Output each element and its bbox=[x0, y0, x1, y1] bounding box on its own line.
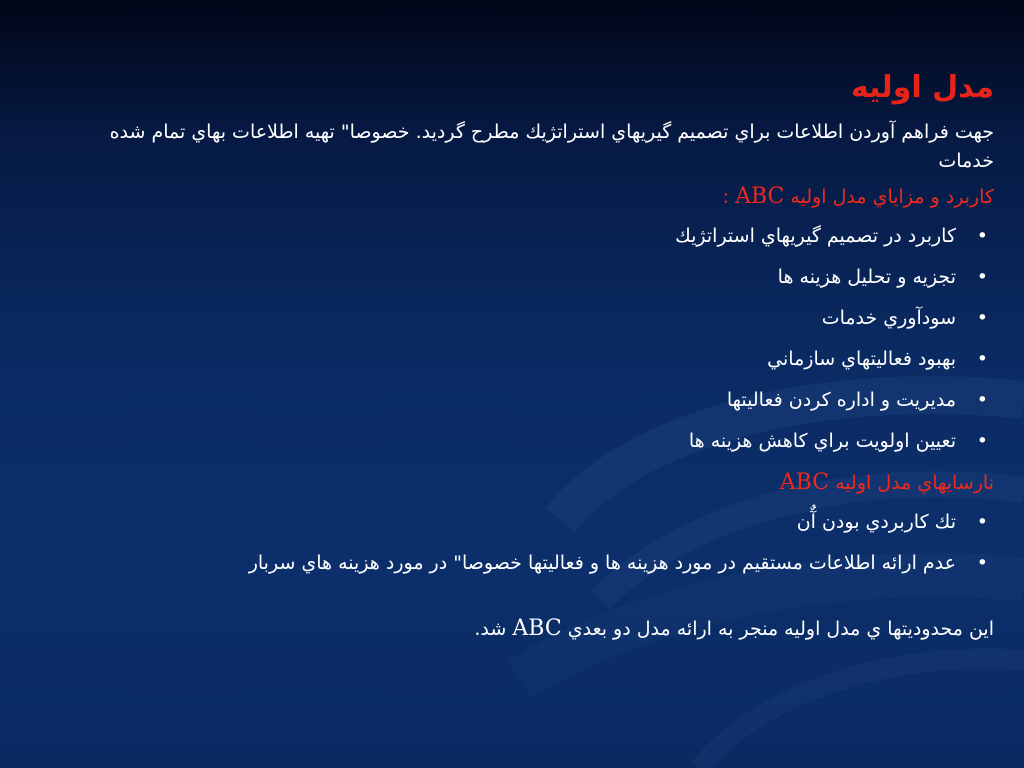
list-item-text: تعيين اولويت براي كاهش هزينه ها bbox=[688, 430, 956, 452]
uses-heading-colon: : bbox=[722, 186, 736, 208]
limits-heading bbox=[20, 468, 994, 498]
uses-heading-text: كاربرد و مزاياي مدل اوليه bbox=[790, 186, 994, 208]
closing-paragraph bbox=[20, 614, 994, 644]
list-item-text: مديريت و اداره كردن فعاليتها bbox=[726, 389, 956, 411]
list-item bbox=[20, 257, 994, 298]
list-item bbox=[20, 298, 994, 339]
limits-list bbox=[20, 502, 994, 584]
intro-paragraph: جهت فراهم آوردن اطلاعات براي تصميم گيريهاي استراتژيك مطرح گرديد. خصوصا" تهيه اطلاعات بهاي تمام شده خدمات bbox=[109, 121, 994, 172]
list-item-text: عدم ارائه اطلاعات مستقيم در مورد هزينه ها و فعاليتها خصوصا" در مورد هزينه هاي سربار bbox=[248, 552, 956, 574]
slide-content bbox=[20, 68, 994, 644]
list-item bbox=[20, 421, 994, 462]
bullet-icon: • bbox=[976, 225, 988, 247]
list-item-text: كاربرد در تصميم گيريهاي استراتژيك bbox=[675, 225, 956, 247]
uses-heading bbox=[20, 182, 994, 212]
list-item bbox=[20, 380, 994, 421]
list-item bbox=[20, 543, 994, 584]
list-item bbox=[20, 502, 994, 543]
bullet-icon: • bbox=[976, 266, 988, 288]
limits-heading-text: نارسايهاي مدل اوليه bbox=[835, 472, 994, 494]
bullet-icon: • bbox=[976, 348, 988, 370]
uses-heading-abc: ABC bbox=[735, 184, 785, 209]
closing-text: اين محدوديتها ي مدل اوليه منجر به ارائه مدل دو بعدي bbox=[567, 618, 994, 640]
bullet-icon: • bbox=[976, 430, 988, 452]
bullet-icon: • bbox=[976, 389, 988, 411]
limits-heading-abc: ABC bbox=[779, 470, 830, 495]
list-item-text: سودآوري خدمات bbox=[821, 307, 956, 329]
list-item-text: بهبود فعاليتهاي سازماني bbox=[767, 348, 956, 370]
list-item-text: تك كاربردي بودن آٌن bbox=[796, 511, 956, 533]
uses-list bbox=[20, 216, 994, 462]
bullet-icon: • bbox=[976, 552, 988, 574]
list-item bbox=[20, 216, 994, 257]
closing-suffix: شد. bbox=[474, 618, 507, 640]
slide-title: مدل اوليه bbox=[850, 70, 994, 105]
list-item-text: تجزيه و تحليل هزينه ها bbox=[777, 266, 956, 288]
list-item bbox=[20, 339, 994, 380]
bullet-icon: • bbox=[976, 307, 988, 329]
closing-abc: ABC bbox=[512, 616, 562, 641]
bullet-icon: • bbox=[976, 511, 988, 533]
